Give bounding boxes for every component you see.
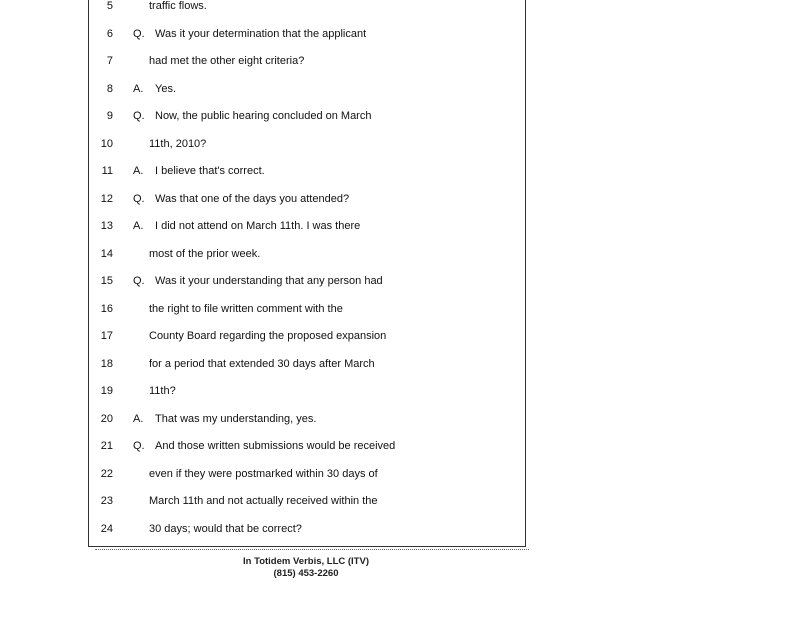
- line-number: 6: [106, 27, 113, 40]
- line-text: Was that one of the days you attended?: [155, 192, 350, 205]
- line-text: the right to file written comment with the: [149, 302, 343, 315]
- line-text: I did not attend on March 11th. I was there: [155, 220, 361, 232]
- line-number: 17: [100, 330, 113, 342]
- line-number: 13: [100, 220, 113, 232]
- transcript-line: [89, 464, 525, 484]
- transcript-line: [89, 326, 525, 346]
- line-text: I believe that's correct.: [155, 165, 265, 177]
- transcript-line: [89, 299, 525, 319]
- speaker-label: A.: [133, 165, 144, 177]
- line-text: traffic flows.: [149, 0, 207, 12]
- transcript-line: [89, 436, 525, 456]
- transcript-line: [89, 79, 525, 99]
- line-number: 21: [100, 440, 113, 452]
- transcript-line: [89, 244, 525, 264]
- line-number: 7: [106, 55, 113, 67]
- line-number: 16: [100, 302, 113, 315]
- transcript-line: [89, 189, 525, 209]
- line-number: 12: [100, 192, 113, 205]
- line-text: had met the other eight criteria?: [149, 55, 305, 67]
- line-number: 18: [100, 357, 113, 370]
- line-text: Was it your determination that the applicant: [155, 27, 367, 40]
- transcript-line: [89, 519, 525, 539]
- footer-company: In Totidem Verbis, LLC (ITV): [243, 556, 369, 567]
- speaker-label: A.: [133, 220, 144, 232]
- transcript-line: [89, 134, 525, 154]
- line-text: 11th?: [149, 385, 176, 397]
- line-text: Yes.: [155, 82, 177, 95]
- line-text: March 11th and not actually received within the: [149, 495, 378, 507]
- line-number: 9: [106, 110, 113, 122]
- transcript-line: [89, 0, 525, 16]
- line-number: 23: [100, 495, 113, 507]
- transcript-line: [89, 381, 525, 401]
- line-number: 10: [100, 137, 113, 150]
- transcript-line: [89, 106, 525, 126]
- speaker-label: Q.: [133, 192, 145, 205]
- line-text: Was it your understanding that any person had: [155, 275, 383, 287]
- line-text: And those written submissions would be received: [155, 440, 396, 452]
- transcript-line: [89, 51, 525, 71]
- speaker-label: Q.: [133, 110, 145, 122]
- transcript-line: [89, 354, 525, 374]
- transcript-line: [89, 491, 525, 511]
- line-number: 11: [101, 165, 113, 177]
- footer-phone: (815) 453-2260: [273, 568, 339, 579]
- line-number: 15: [100, 275, 113, 287]
- line-text: Now, the public hearing concluded on March: [155, 110, 372, 122]
- line-text: 11th, 2010?: [149, 137, 207, 150]
- line-text: 30 days; would that be correct?: [149, 522, 302, 535]
- line-text: That was my understanding, yes.: [155, 412, 317, 425]
- line-number: 8: [106, 82, 113, 95]
- line-text: for a period that extended 30 days after March: [149, 357, 375, 370]
- line-number: 14: [100, 247, 113, 260]
- transcript-line: [89, 24, 525, 44]
- speaker-label: Q.: [133, 27, 145, 40]
- speaker-label: A.: [133, 412, 144, 425]
- line-text: County Board regarding the proposed expansion: [149, 330, 387, 342]
- line-text: even if they were postmarked within 30 days of: [149, 467, 378, 480]
- transcript-page: [88, 0, 526, 547]
- transcript-line: [89, 409, 525, 429]
- speaker-label: Q.: [133, 440, 145, 452]
- transcript-line: [89, 271, 525, 291]
- speaker-label: Q.: [133, 275, 145, 287]
- line-number: 24: [100, 522, 113, 535]
- line-number: 19: [100, 385, 113, 397]
- transcript-line: [89, 161, 525, 181]
- line-text: most of the prior week.: [149, 247, 261, 260]
- speaker-label: A.: [133, 82, 144, 95]
- line-number: 5: [106, 0, 113, 12]
- line-number: 20: [100, 412, 113, 425]
- page-footer: [88, 556, 524, 580]
- transcript-line: [89, 216, 525, 236]
- line-number: 22: [100, 467, 113, 480]
